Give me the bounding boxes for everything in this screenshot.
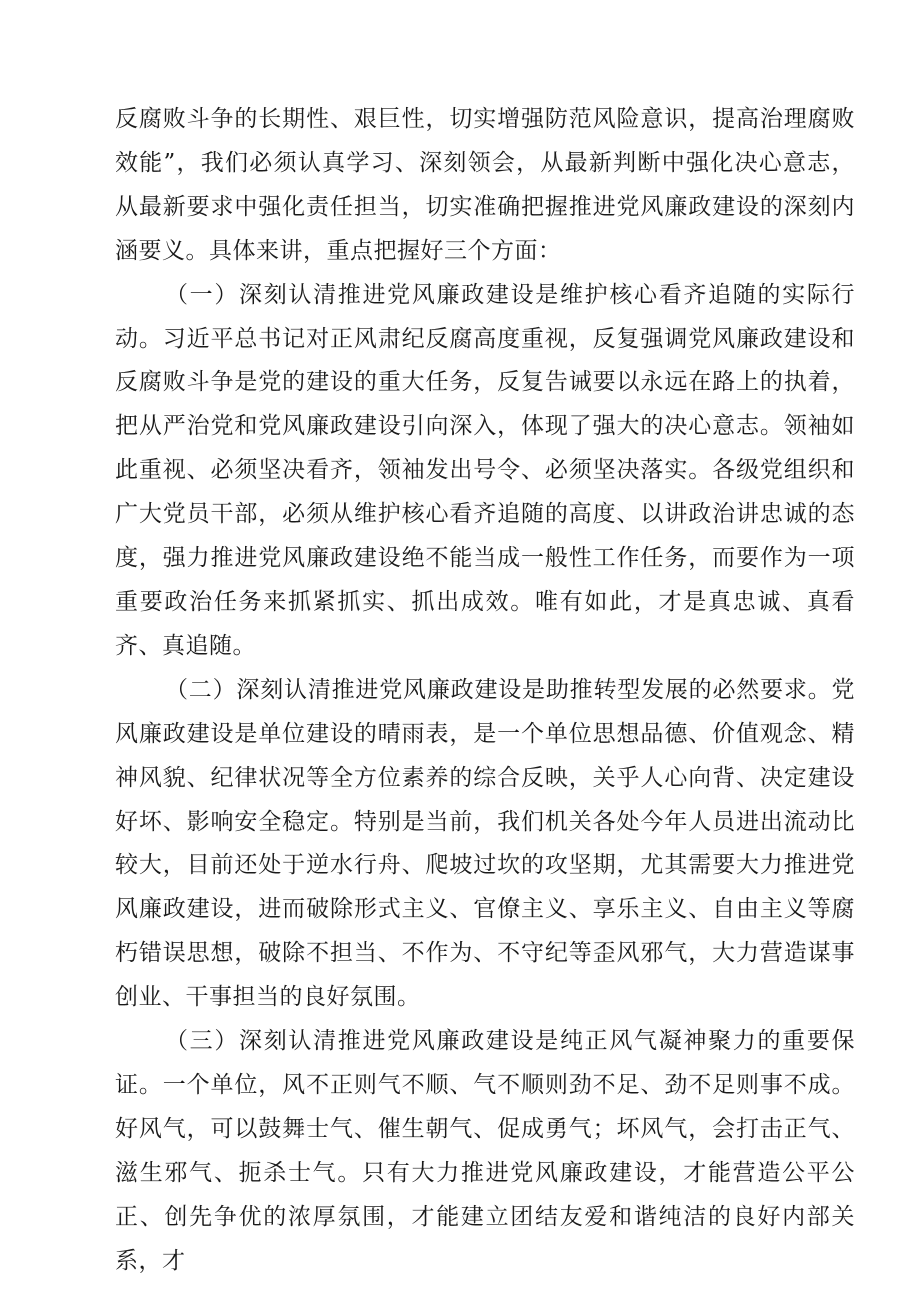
paragraph-section-one: （一）深刻认清推进党风廉政建设是维护核心看齐追随的实际行动。习近平总书记对正风肃纪反腐高度重视，反复强调党风廉政建设和反腐败斗争是党的建设的重大任务，反复告诫要以永远在路上的执着，把从严治党和党风廉政建设引向深入，体现了强大的决心意志。领袖如此重视、必须坚决看齐，领袖发出号令、必须坚决落实。各级党组织和广大党员干部，必须从维护核心看齐追随的高度、以讲政治讲忠诚的态度，强力推进党风廉政建设绝不能当成一般性工作任务，而要作为一项重要政治任务来抓紧抓实、抓出成效。唯有如此，才是真忠诚、真看齐、真追随。 [115, 281, 855, 659]
paragraph-continuation: 反腐败斗争的长期性、艰巨性，切实增强防范风险意识，提高治理腐败效能”，我们必须认真学习、深刻领会，从最新判断中强化决心意志，从最新要求中强化责任担当，切实准确把握推进党风廉政建设的深刻内涵要义。具体来讲，重点把握好三个方面： [115, 106, 855, 264]
paragraph-section-three: （三）深刻认清推进党风廉政建设是纯正风气凝神聚力的重要保证。一个单位，风不正则气不顺、气不顺则劲不足、劲不足则事不成。好风气，可以鼓舞士气、催生朝气、促成勇气；坏风气，会打击正气、滋生邪气、扼杀士气。只有大力推进党风廉政建设，才能营造公平公正、创先争优的浓厚氛围，才能建立团结友爱和谐纯洁的良好内部关系，才 [115, 1028, 855, 1274]
document-body [115, 98, 855, 1283]
paragraph-section-two: （二）深刻认清推进党风廉政建设是助推转型发展的必然要求。党风廉政建设是单位建设的晴雨表，是一个单位思想品德、价值观念、精神风貌、纪律状况等全方位素养的综合反映，关乎人心向背、决定建设好坏、影响安全稳定。特别是当前，我们机关各处今年人员进出流动比较大，目前还处于逆水行舟、爬坡过坎的攻坚期，尤其需要大力推进党风廉政建设，进而破除形式主义、官僚主义、享乐主义、自由主义等腐朽错误思想，破除不担当、不作为、不守纪等歪风邪气，大力营造谋事创业、干事担当的良好氛围。 [115, 676, 855, 1011]
